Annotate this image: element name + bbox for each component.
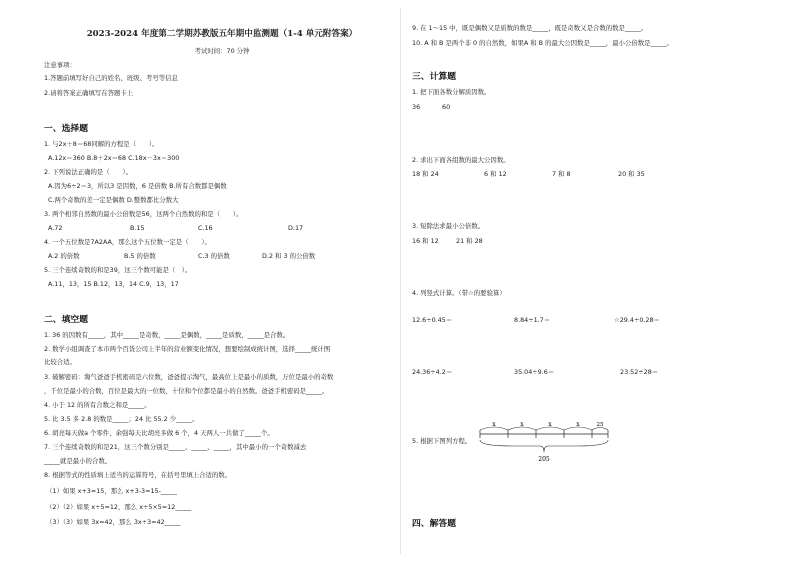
question-text: 6. 胡亮每天做a 个零件，余强每天比胡亮多做 6 个，4 天两人一共做了_____个。: [44, 429, 274, 437]
calc-expression: 35.04÷9.6＝: [514, 368, 555, 376]
calc-pair: 16 和 12: [412, 237, 439, 245]
segment-diagram: [478, 420, 618, 468]
question-text: 8. 根据等式的性质填上适当的运算符号，在括号里填上合适的数。: [44, 471, 232, 479]
question-text: 2. 下列说法正确的是（ ）。: [44, 168, 133, 176]
calc-prompt: 4. 列竖式计算。（带☆的要验算）: [412, 289, 506, 297]
section-heading-calc: 三、计算题: [412, 72, 456, 82]
diagram-label: x: [576, 421, 580, 428]
section-heading-fill: 二、填空题: [44, 315, 88, 325]
diagram-label: x: [548, 421, 552, 428]
question-text: 7. 三个连续奇数的和是21，这三个数分别是_____、_____、_____，其中最小的一个奇数减去: [44, 443, 307, 451]
question-text: 比较合适。: [44, 358, 76, 366]
question-options: C.两个奇数的差一定是偶数 D.整数都比分数大: [48, 196, 179, 204]
option-c: C.3 的倍数: [198, 252, 230, 260]
sub-question: （1）如果 x+3=15，那么 x+3-3=15-_____: [46, 487, 177, 495]
diagram-total: 205: [538, 456, 550, 463]
sub-question: （3）（3）如果 3x=42，那么 3x÷3=42_____: [46, 518, 181, 526]
calc-expression: ☆29.4÷0.28＝: [614, 316, 660, 324]
option-a: A.2 的倍数: [48, 252, 80, 260]
diagram-label: x: [492, 421, 496, 428]
question-text: ，千位是最小的合数，百位是最大的一位数，十位和个位都是最小的自然数。爸爸手机密码是_____。: [44, 387, 329, 395]
option-d: D.2 和 3 的公倍数: [262, 252, 316, 260]
section-heading-solve: 四、解答题: [412, 519, 456, 529]
calc-expression: 8.84÷1.7＝: [514, 316, 551, 324]
question-options: A.12x＝360 B.8＋2x＝68 C.18x－3x＝300: [48, 154, 180, 162]
question-text: 1. 36 的因数有_____，其中_____是奇数，_____是偶数，_____是质数，_____是合数。: [44, 331, 290, 339]
calc-prompt: 5. 根据下图列方程。: [412, 437, 472, 445]
column-divider: [400, 8, 401, 554]
calc-number: 36: [412, 103, 421, 111]
calc-prompt: 2. 求出下面各组数的最大公因数。: [412, 156, 510, 164]
option-b: B.5 的倍数: [124, 252, 156, 260]
exam-time: 考试时间：70 分钟: [194, 47, 250, 55]
page-title: 2023-2024 年度第二学期苏教版五年期中监测题（1-4 单元附答案）: [86, 29, 358, 39]
option-c: C.16: [198, 224, 213, 232]
question-options: A.11，13，15 B.12，13，14 C.9，13，17: [48, 280, 179, 288]
calc-number: 60: [442, 103, 451, 111]
question-text: 4. 小于 12 的所有合数之和是_____。: [44, 401, 151, 409]
calc-prompt: 3. 短除法求最小公倍数。: [412, 222, 485, 230]
calc-pair: 21 和 28: [456, 237, 483, 245]
calc-pair: 20 和 35: [618, 170, 645, 178]
question-text: _____就是最小的合数。: [44, 457, 112, 465]
calc-expression: 24.36÷4.2＝: [412, 368, 453, 376]
diagram-label: x: [520, 421, 524, 428]
question-text: 3. 两个相邻自然数的最小公倍数是56，这两个自然数的和是（ ）。: [44, 210, 243, 218]
option-d: D.17: [288, 224, 304, 232]
notice-item: 1.答题前填写好自己的姓名、班级、考号等信息: [44, 74, 178, 82]
calc-expression: 23.52÷28＝: [620, 368, 659, 376]
question-text: 5. 比 3.5 多 2.8 的数是_____；24 比 55.2 少_____。: [44, 415, 199, 423]
question-text: 3. 破解密码：淘气爸爸手机密码是六位数，爸爸提示淘气，最高位上是最小的质数，万位是最小的奇数: [44, 373, 334, 381]
question-text: 4. 一个五位数是7A2AA，那么这个五位数一定是（ ）。: [44, 238, 211, 246]
question-text: 1. 与2x＋8＝68同解的方程是（ ）。: [44, 140, 159, 148]
calc-pair: 7 和 8: [552, 170, 571, 178]
question-text: 2. 数学小组调查了本市两个百货公司上半年的营业额变化情况，想要绘制成统计图，选择_____统计图: [44, 345, 331, 353]
left-column: [44, 0, 400, 562]
diagram-label: 25: [596, 422, 604, 428]
question-text: 9. 在 1～15 中，既是偶数又是质数的数是_____，既是奇数又是合数的数是_____。: [412, 24, 648, 32]
section-heading-choice: 一、选择题: [44, 124, 88, 134]
option-b: B.15: [130, 224, 145, 232]
calc-pair: 18 和 24: [412, 170, 439, 178]
question-text: 5. 三个连续奇数的和是39，这三个数可能是（ ）。: [44, 266, 192, 274]
calc-expression: 12.6÷0.45＝: [412, 316, 453, 324]
question-text: 10. A 和 B 是两个非 0 的自然数，如果A 和 B 的最大公因数是_____，最小公倍数是_____。: [412, 39, 673, 47]
calc-pair: 6 和 12: [484, 170, 507, 178]
option-a: A.72: [48, 224, 63, 232]
sub-question: （2）（2）如果 x÷5=12，那么 x÷5×5=12_____: [46, 503, 192, 511]
calc-prompt: 1. 把下面各数分解质因数。: [412, 88, 491, 96]
question-options: A.因为6÷2＝3，所以3 是因数，6 是倍数 B.所有合数都是偶数: [48, 182, 227, 190]
diagram-total-brace: [480, 440, 608, 452]
notice-heading: 注意事项：: [44, 61, 76, 69]
right-column: [412, 0, 762, 562]
notice-item: 2.请将答案正确填写在答题卡上: [44, 89, 134, 97]
